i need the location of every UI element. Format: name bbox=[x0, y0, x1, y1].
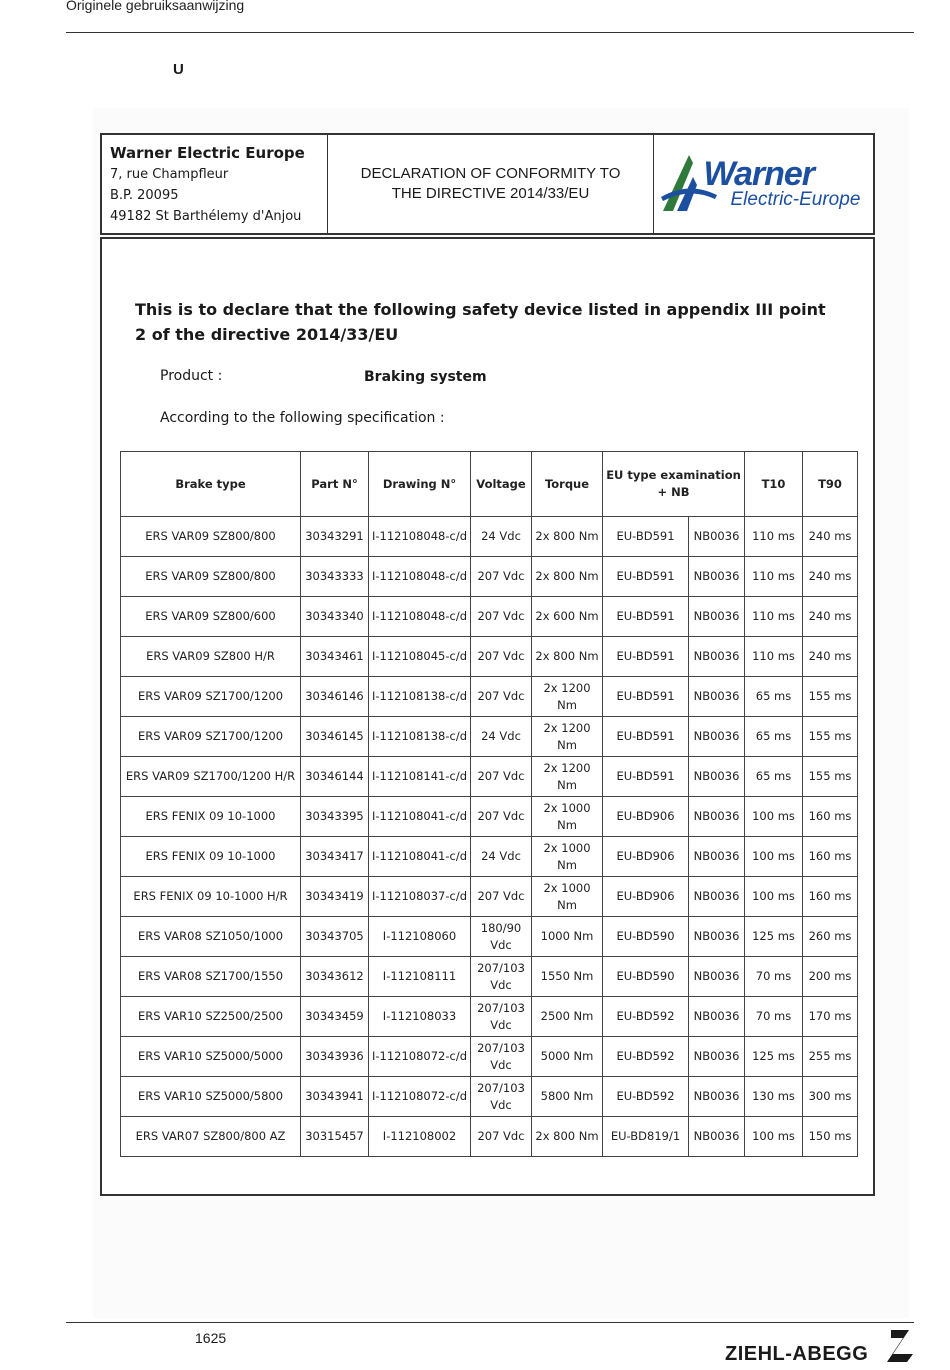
product-value: Braking system bbox=[364, 369, 487, 385]
table-cell: 207 Vdc bbox=[471, 557, 532, 597]
table-cell: 150 ms bbox=[803, 1117, 858, 1157]
page-number: 1625 bbox=[195, 1330, 227, 1346]
address-line: B.P. 20095 bbox=[110, 188, 179, 203]
declaration-statement: This is to declare that the following safety device listed in appendix III point 2 of the directive 2014/33/EU bbox=[135, 300, 826, 344]
table-cell: EU-BD592 bbox=[603, 1077, 689, 1117]
table-cell: 30343395 bbox=[301, 797, 369, 837]
table-cell: NB0036 bbox=[689, 797, 745, 837]
table-row bbox=[121, 837, 858, 877]
table-cell: 207/103 Vdc bbox=[471, 1037, 532, 1077]
table-cell: 30343340 bbox=[301, 597, 369, 637]
table-cell: EU-BD906 bbox=[603, 797, 689, 837]
table-cell: NB0036 bbox=[689, 1037, 745, 1077]
table-cell: 160 ms bbox=[803, 877, 858, 917]
table-cell: 2x 600 Nm bbox=[532, 597, 603, 637]
table-cell: ERS VAR09 SZ800/600 bbox=[121, 597, 301, 637]
table-cell: 30343333 bbox=[301, 557, 369, 597]
table-cell: EU-BD592 bbox=[603, 997, 689, 1037]
table-cell: EU-BD591 bbox=[603, 637, 689, 677]
table-cell: EU-BD591 bbox=[603, 597, 689, 637]
table-row bbox=[121, 517, 858, 557]
table-cell: 30346146 bbox=[301, 677, 369, 717]
header-caption: Originele gebruiksaanwijzing bbox=[66, 0, 245, 13]
table-cell: 207 Vdc bbox=[471, 877, 532, 917]
table-cell: I-112108037-c/d bbox=[369, 877, 471, 917]
table-cell: I-112108048-c/d bbox=[369, 557, 471, 597]
table-cell: 100 ms bbox=[745, 797, 803, 837]
table-cell: 160 ms bbox=[803, 837, 858, 877]
table-cell: 240 ms bbox=[803, 557, 858, 597]
table-cell: NB0036 bbox=[689, 997, 745, 1037]
table-cell: I-112108111 bbox=[369, 957, 471, 997]
bottom-divider bbox=[66, 1322, 914, 1323]
table-cell: 30346145 bbox=[301, 717, 369, 757]
column-header: T90 bbox=[803, 452, 858, 517]
table-row bbox=[121, 597, 858, 637]
table-cell: 30315457 bbox=[301, 1117, 369, 1157]
table-cell: EU-BD819/1 bbox=[603, 1117, 689, 1157]
table-cell: NB0036 bbox=[689, 877, 745, 917]
product-label: Product : bbox=[160, 368, 223, 384]
table-cell: NB0036 bbox=[689, 757, 745, 797]
table-cell: 155 ms bbox=[803, 757, 858, 797]
table-cell: 207 Vdc bbox=[471, 757, 532, 797]
table-cell: 170 ms bbox=[803, 997, 858, 1037]
table-cell: 2x 1200 Nm bbox=[532, 677, 603, 717]
table-row bbox=[121, 677, 858, 717]
table-cell: 100 ms bbox=[745, 1117, 803, 1157]
table-cell: 207 Vdc bbox=[471, 637, 532, 677]
table-cell: 30343419 bbox=[301, 877, 369, 917]
logo-subtitle: Electric-Europe bbox=[730, 189, 861, 210]
table-row bbox=[121, 637, 858, 677]
table-cell: 2x 1200 Nm bbox=[532, 757, 603, 797]
table-cell: 2x 1000 Nm bbox=[532, 837, 603, 877]
table-cell: 260 ms bbox=[803, 917, 858, 957]
table-cell: ERS VAR10 SZ5000/5000 bbox=[121, 1037, 301, 1077]
table-cell: 110 ms bbox=[745, 557, 803, 597]
table-cell: ERS VAR09 SZ1700/1200 bbox=[121, 677, 301, 717]
brand-name: ZIEHL-ABEGG bbox=[725, 1343, 869, 1365]
title-line: DECLARATION OF CONFORMITY TO bbox=[360, 165, 621, 182]
table-cell: I-112108138-c/d bbox=[369, 717, 471, 757]
table-cell: NB0036 bbox=[689, 637, 745, 677]
document-title bbox=[328, 135, 654, 233]
table-cell: 240 ms bbox=[803, 637, 858, 677]
table-cell: 100 ms bbox=[745, 877, 803, 917]
table-cell: NB0036 bbox=[689, 517, 745, 557]
table-cell: 200 ms bbox=[803, 957, 858, 997]
table-cell: 207/103 Vdc bbox=[471, 957, 532, 997]
table-cell: I-112108033 bbox=[369, 997, 471, 1037]
table-cell: ERS FENIX 09 10-1000 bbox=[121, 837, 301, 877]
table-cell: 30343459 bbox=[301, 997, 369, 1037]
table-cell: 5800 Nm bbox=[532, 1077, 603, 1117]
title-line: THE DIRECTIVE 2014/33/EU bbox=[391, 185, 590, 202]
table-cell: 100 ms bbox=[745, 837, 803, 877]
table-cell: ERS VAR10 SZ5000/5800 bbox=[121, 1077, 301, 1117]
address-line: 7, rue Champfleur bbox=[110, 167, 229, 182]
table-cell: 207 Vdc bbox=[471, 1117, 532, 1157]
table-cell: 70 ms bbox=[745, 997, 803, 1037]
table-cell: 65 ms bbox=[745, 717, 803, 757]
table-cell: EU-BD591 bbox=[603, 557, 689, 597]
section-letter: U bbox=[173, 61, 184, 78]
table-cell: 125 ms bbox=[745, 917, 803, 957]
table-row bbox=[121, 1037, 858, 1077]
table-cell: NB0036 bbox=[689, 557, 745, 597]
table-cell: I-112108048-c/d bbox=[369, 517, 471, 557]
column-header: Torque bbox=[532, 452, 603, 517]
table-cell: ERS VAR08 SZ1050/1000 bbox=[121, 917, 301, 957]
table-cell: 300 ms bbox=[803, 1077, 858, 1117]
table-cell: 207/103 Vdc bbox=[471, 997, 532, 1037]
table-cell: I-112108138-c/d bbox=[369, 677, 471, 717]
column-header: Drawing N° bbox=[369, 452, 471, 517]
top-divider bbox=[66, 32, 914, 33]
table-cell: NB0036 bbox=[689, 1077, 745, 1117]
table-cell: 155 ms bbox=[803, 677, 858, 717]
table-cell: NB0036 bbox=[689, 917, 745, 957]
column-header: Voltage bbox=[471, 452, 532, 517]
table-cell: I-112108045-c/d bbox=[369, 637, 471, 677]
table-cell: NB0036 bbox=[689, 717, 745, 757]
table-cell: 2x 800 Nm bbox=[532, 557, 603, 597]
table-cell: NB0036 bbox=[689, 957, 745, 997]
table-cell: 2500 Nm bbox=[532, 997, 603, 1037]
table-cell: 2x 1200 Nm bbox=[532, 717, 603, 757]
column-header: T10 bbox=[745, 452, 803, 517]
table-cell: I-112108048-c/d bbox=[369, 597, 471, 637]
table-cell: 160 ms bbox=[803, 797, 858, 837]
table-cell: 30343291 bbox=[301, 517, 369, 557]
column-header: Part N° bbox=[301, 452, 369, 517]
table-cell: EU-BD590 bbox=[603, 957, 689, 997]
table-cell: ERS VAR08 SZ1700/1550 bbox=[121, 957, 301, 997]
table-cell: 130 ms bbox=[745, 1077, 803, 1117]
specification-label: According to the following specification : bbox=[160, 410, 445, 426]
table-cell: 30343705 bbox=[301, 917, 369, 957]
table-cell: 2x 1000 Nm bbox=[532, 877, 603, 917]
table-cell: 30343936 bbox=[301, 1037, 369, 1077]
table-cell: 240 ms bbox=[803, 597, 858, 637]
table-row bbox=[121, 757, 858, 797]
table-cell: 24 Vdc bbox=[471, 517, 532, 557]
table-cell: 65 ms bbox=[745, 677, 803, 717]
table-cell: I-112108060 bbox=[369, 917, 471, 957]
table-cell: ERS VAR09 SZ1700/1200 bbox=[121, 717, 301, 757]
table-header-row bbox=[121, 452, 858, 517]
table-cell: I-112108141-c/d bbox=[369, 757, 471, 797]
specification-table bbox=[120, 451, 858, 1157]
table-cell: 1550 Nm bbox=[532, 957, 603, 997]
table-cell: ERS FENIX 09 10-1000 H/R bbox=[121, 877, 301, 917]
table-body bbox=[121, 517, 858, 1157]
address-line: 49182 St Barthélemy d'Anjou bbox=[110, 209, 302, 224]
table-row bbox=[121, 1117, 858, 1157]
table-cell: 110 ms bbox=[745, 637, 803, 677]
table-cell: 110 ms bbox=[745, 517, 803, 557]
table-cell: 30343461 bbox=[301, 637, 369, 677]
table-cell: ERS VAR07 SZ800/800 AZ bbox=[121, 1117, 301, 1157]
table-row bbox=[121, 877, 858, 917]
table-cell: EU-BD592 bbox=[603, 1037, 689, 1077]
table-row bbox=[121, 997, 858, 1037]
table-cell: NB0036 bbox=[689, 597, 745, 637]
table-cell: EU-BD906 bbox=[603, 837, 689, 877]
table-row bbox=[121, 1077, 858, 1117]
table-cell: 2x 800 Nm bbox=[532, 1117, 603, 1157]
table-cell: 30343417 bbox=[301, 837, 369, 877]
table-cell: 30343612 bbox=[301, 957, 369, 997]
table-row bbox=[121, 917, 858, 957]
table-cell: ERS VAR09 SZ800/800 bbox=[121, 557, 301, 597]
table-row bbox=[121, 957, 858, 997]
table-cell: 65 ms bbox=[745, 757, 803, 797]
table-cell: 255 ms bbox=[803, 1037, 858, 1077]
document-header bbox=[100, 133, 875, 235]
table-cell: EU-BD591 bbox=[603, 717, 689, 757]
company-name: Warner Electric Europe bbox=[110, 144, 305, 162]
table-cell: 30343941 bbox=[301, 1077, 369, 1117]
table-cell: 207/103 Vdc bbox=[471, 1077, 532, 1117]
table-cell: 2x 800 Nm bbox=[532, 637, 603, 677]
table-cell: ERS VAR09 SZ800 H/R bbox=[121, 637, 301, 677]
ziehl-abegg-logo-icon bbox=[885, 1328, 915, 1364]
table-cell: I-112108041-c/d bbox=[369, 797, 471, 837]
table-cell: ERS VAR10 SZ2500/2500 bbox=[121, 997, 301, 1037]
table-cell: 240 ms bbox=[803, 517, 858, 557]
table-cell: ERS VAR09 SZ1700/1200 H/R bbox=[121, 757, 301, 797]
table-cell: 30346144 bbox=[301, 757, 369, 797]
table-cell: 1000 Nm bbox=[532, 917, 603, 957]
warner-logo bbox=[654, 135, 873, 233]
company-address-block bbox=[102, 135, 328, 233]
table-cell: ERS VAR09 SZ800/800 bbox=[121, 517, 301, 557]
table-cell: 125 ms bbox=[745, 1037, 803, 1077]
table-cell: 207 Vdc bbox=[471, 797, 532, 837]
column-header: EU type examination + NB bbox=[603, 452, 745, 517]
logo-wordmark: Warner bbox=[703, 155, 815, 193]
table-cell: 207 Vdc bbox=[471, 677, 532, 717]
table-cell: 2x 1000 Nm bbox=[532, 797, 603, 837]
table-cell: 155 ms bbox=[803, 717, 858, 757]
table-row bbox=[121, 717, 858, 757]
table-cell: 180/90 Vdc bbox=[471, 917, 532, 957]
table-cell: NB0036 bbox=[689, 837, 745, 877]
table-row bbox=[121, 797, 858, 837]
table-cell: 24 Vdc bbox=[471, 717, 532, 757]
table-row bbox=[121, 557, 858, 597]
table-cell: NB0036 bbox=[689, 677, 745, 717]
table-cell: EU-BD591 bbox=[603, 757, 689, 797]
table-cell: 2x 800 Nm bbox=[532, 517, 603, 557]
table-cell: EU-BD590 bbox=[603, 917, 689, 957]
table-cell: 207 Vdc bbox=[471, 597, 532, 637]
table-cell: I-112108002 bbox=[369, 1117, 471, 1157]
table-cell: I-112108072-c/d bbox=[369, 1077, 471, 1117]
table-cell: I-112108072-c/d bbox=[369, 1037, 471, 1077]
table-cell: 70 ms bbox=[745, 957, 803, 997]
table-cell: EU-BD591 bbox=[603, 677, 689, 717]
table-cell: EU-BD591 bbox=[603, 517, 689, 557]
table-cell: I-112108041-c/d bbox=[369, 837, 471, 877]
table-cell: 5000 Nm bbox=[532, 1037, 603, 1077]
table-cell: ERS FENIX 09 10-1000 bbox=[121, 797, 301, 837]
table-cell: NB0036 bbox=[689, 1117, 745, 1157]
column-header: Brake type bbox=[121, 452, 301, 517]
table-cell: 24 Vdc bbox=[471, 837, 532, 877]
table-cell: 110 ms bbox=[745, 597, 803, 637]
table-cell: EU-BD906 bbox=[603, 877, 689, 917]
